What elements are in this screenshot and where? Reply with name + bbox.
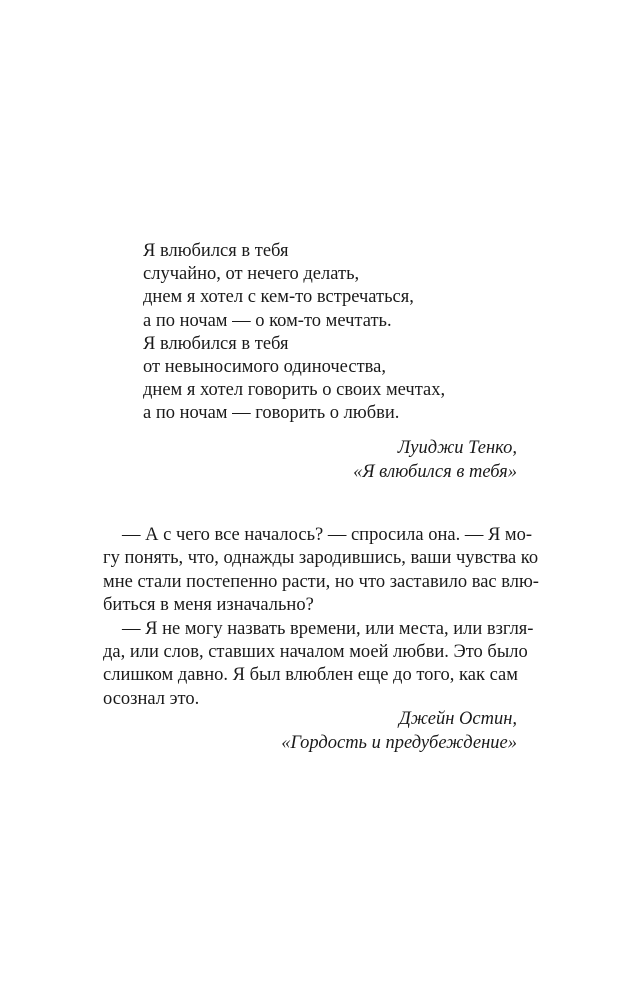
prose-epigraph	[103, 524, 539, 711]
poem-attribution	[353, 437, 517, 484]
poem-epigraph	[143, 240, 523, 426]
poem-line: Я влюбился в тебя	[143, 241, 289, 261]
prose-line: осознал это.	[103, 688, 200, 709]
prose-line: мне стали постепенно расти, но что заставило вас влю-	[103, 571, 539, 592]
prose-line: биться в меня изначально?	[103, 595, 314, 616]
prose-line: — Я не могу назвать времени, или места, или взгля-	[122, 618, 534, 639]
poem-line: Я влюбился в тебя	[143, 333, 289, 354]
poem-line: а по ночам — о ком-то мечтать.	[143, 310, 392, 331]
poem-line: днем я хотел с кем-то встречаться,	[143, 287, 414, 308]
prose-work-title: «Гордость и предубеждение»	[281, 732, 517, 753]
poem-line: а по ночам — говорить о любви.	[143, 403, 400, 424]
poem-line: днем я хотел говорить о своих мечтах,	[143, 380, 446, 401]
prose-line: — А с чего все началось? — спросила она. — Я мо-	[122, 525, 533, 545]
prose-attribution	[281, 708, 517, 755]
prose-line: гу понять, что, однажды зародившись, ваши чувства ко	[103, 548, 539, 569]
poem-line: случайно, от нечего делать,	[143, 264, 360, 285]
prose-author: Джейн Остин,	[399, 709, 517, 729]
poem-work-title: «Я влюбился в тебя»	[353, 461, 517, 482]
prose-line: да, или слов, ставших началом моей любви. Это было	[103, 642, 528, 663]
prose-line: слишком давно. Я был влюблен еще до того, как сам	[103, 665, 518, 686]
poem-line: от невыносимого одиночества,	[143, 357, 386, 378]
poem-author: Луиджи Тенко,	[397, 438, 517, 458]
